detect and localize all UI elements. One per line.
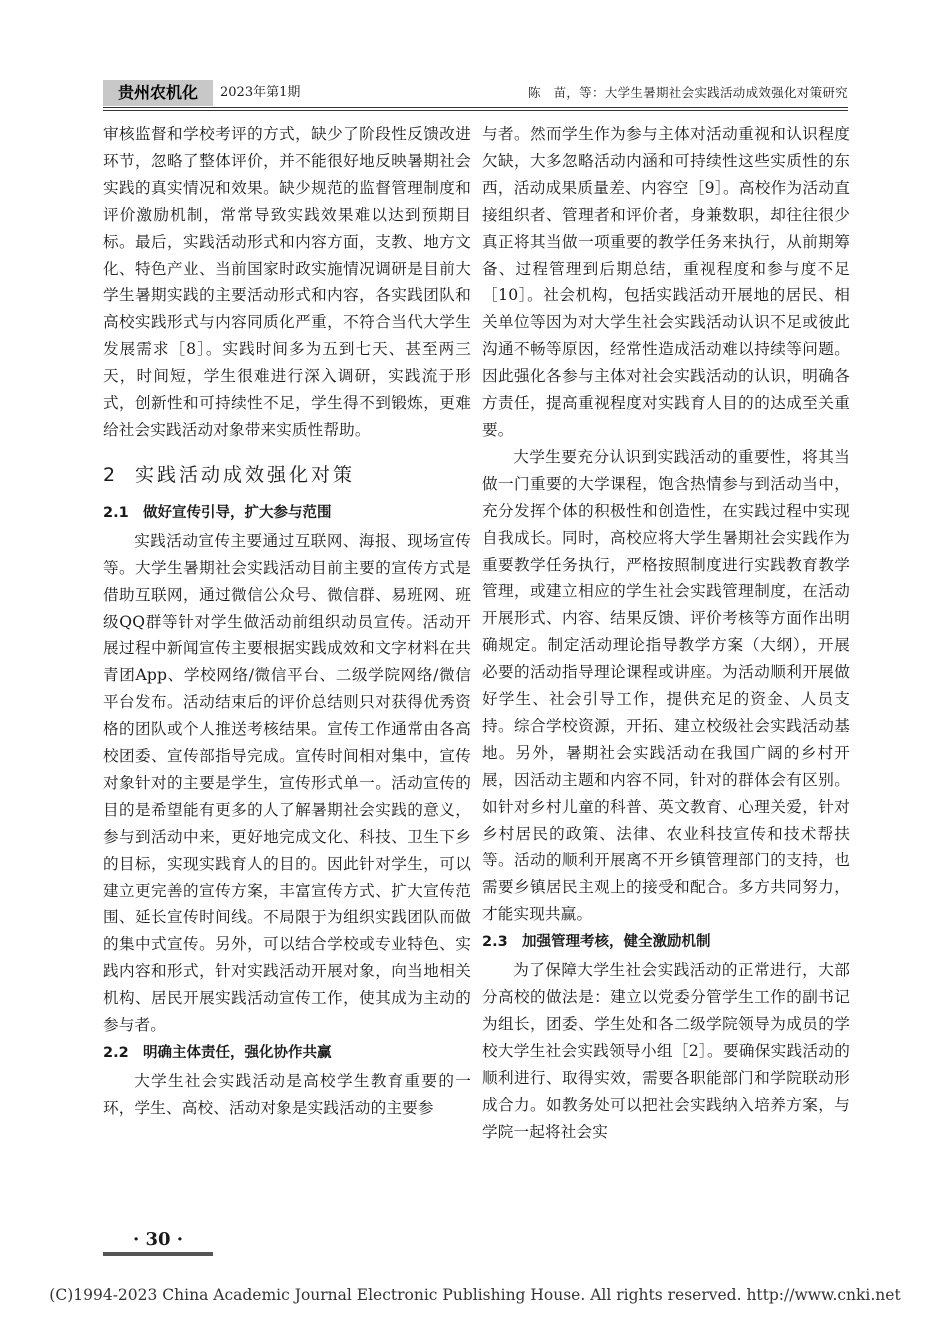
section-number: 2 [103, 463, 116, 486]
subsection-title: 明确主体责任，强化协作共赢 [143, 1045, 332, 1061]
copyright-footer: (C)1994-2023 China Academic Journal Electronic Publishing House. All rights reserved. http://www.cnki.net [49, 1286, 901, 1304]
subsection-heading [103, 1040, 471, 1067]
section-title: 实践活动成效强化对策 [135, 463, 356, 486]
left-column [103, 121, 471, 1231]
subsection-number: 2.3 [482, 934, 508, 951]
subsection-number: 2.1 [103, 504, 129, 521]
page-header [103, 80, 848, 106]
running-title: 陈 苗，等：大学生暑期社会实践活动成效强化对策研究 [527, 85, 848, 100]
paragraph: 实践活动宣传主要通过互联网、海报、现场宣传等。大学生暑期社会实践活动目前主要的宣传方式是借助互联网，通过微信公众号、微信群、易班网、班级QQ群等针对学生做活动前组织动员宣传。活动开展过程中新闻宣传主要根据实践成效和文字材料在共青团App、学校网络/微信平台、二级学院网络/微信平台发布。活动结束后的评价总结则只对获得优秀资格的团队或个人推送考核结果。宣传工作通常由各高校团委、宣传部指导完成。宣传时间相对集中，宣传对象针对的主要是学生，宣传形式单一。活动宣传的目的是希望能有更多的人了解暑期社会实践的意义，参与到活动中来，更好地完成文化、科技、卫生下乡的目标，实现实践育人的目的。因此针对学生，可以建立更完善的宣传方案，丰富宣传方式、扩大宣传范围、延长宣传时间线。不局限于为组织实践团队而做的集中式宣传。另外，可以结合学校或专业特色、实践内容和形式，针对实践活动开展对象，向当地相关机构、居民开展实践活动宣传工作，使其成为主动的参与者。 [103, 531, 471, 1035]
page-number: · 30 · [132, 1229, 184, 1250]
header-rule-thin [103, 110, 848, 111]
subsection-heading [103, 500, 471, 527]
section-heading [103, 460, 471, 490]
journal-name: 贵州农机化 [103, 80, 213, 106]
right-column [482, 121, 850, 1231]
paragraph: 大学生要充分认识到实践活动的重要性，将其当做一门重要的大学课程，饱含热情参与到活动当中，充分发挥个体的积极性和创造性，在实践过程中实现自我成长。同时，高校应将大学生暑期社会实践作为重要教学任务执行，严格按照制度进行实践教育教学管理，或建立相应的学生社会实践管理制度，在活动开展形式、内容、结果反馈、评价考核等方面作出明确规定。制定活动理论指导教学方案（大纲），开展必要的活动指导理论课程或讲座。为活动顺利开展做好学生、社会引导工作，提供充足的资金、人员支持。综合学校资源，开拓、建立校级社会实践活动基地。另外，暑期社会实践活动在我国广阔的乡村开展，因活动主题和内容不同，针对的群体会有区别。如针对乡村儿童的科普、英文教育、心理关爱，针对乡村居民的政策、法律、农业科技宣传和技术帮扶等。活动的顺利开展离不开乡镇管理部门的支持，也需要乡镇居民主观上的接受和配合。多方共同努力，才能实现共赢。 [482, 447, 850, 924]
subsection-title: 加强管理考核，健全激励机制 [522, 934, 711, 951]
paragraph: 与者。然而学生作为参与主体对活动重视和认识程度欠缺，大多忽略活动内涵和可持续性这些实质性的东西，活动成果质量差、内容空［9］。高校作为活动直接组织者、管理者和评价者，身兼数职，却往往很少真正将其当做一项重要的教学任务来执行，从前期筹备、过程管理到后期总结，重视程度和参与度不足［10］。社会机构，包括实践活动开展地的居民、相关单位等因为对大学生社会实践活动认识不足或彼此沟通不畅等原因，经常性造成活动难以持续等问题。因此强化各参与主体对社会实践活动的认识，明确各方责任，提高重视程度对实践育人目的的达成至关重要。 [482, 125, 850, 439]
paragraph: 大学生社会实践活动是高校学生教育重要的一环，学生、高校、活动对象是实践活动的主要参 [103, 1071, 471, 1117]
header-rule [103, 107, 848, 108]
subsection-title: 做好宣传引导，扩大参与范围 [143, 504, 332, 521]
paragraph: 审核监督和学校考评的方式，缺少了阶段性反馈改进环节，忽略了整体评价，并不能很好地反映暑期社会实践的真实情况和效果。缺少规范的监督管理制度和评价激励机制，常常导致实践效果难以达到预期目标。最后，实践活动形式和内容方面，支教、地方文化、特色产业、当前国家时政实施情况调研是目前大学生暑期实践的主要活动形式和内容，各实践团队和高校实践形式与内容同质化严重，不符合当代大学生发展需求［8］。实践时间多为五到七天、甚至两三天，时间短，学生很难进行深入调研，实践流于形式，创新性和可持续性不足，学生得不到锻炼，更难给社会实践活动对象带来实质性帮助。 [103, 125, 471, 439]
page-number-bar [103, 1252, 213, 1256]
paragraph: 为了保障大学生社会实践活动的正常进行，大部分高校的做法是：建立以党委分管学生工作的副书记为组长，团委、学生处和各二级学院领导为成员的学校大学生社会实践领导小组［2］。要确保实践活动的顺利进行、取得实效，需要各职能部门和学院联动形成合力。如教务处可以把社会实践纳入培养方案，与学院一起将社会实 [482, 961, 850, 1141]
issue-label: 2023年第1期 [220, 85, 301, 100]
subsection-heading [482, 929, 850, 956]
subsection-number: 2.2 [103, 1045, 129, 1061]
